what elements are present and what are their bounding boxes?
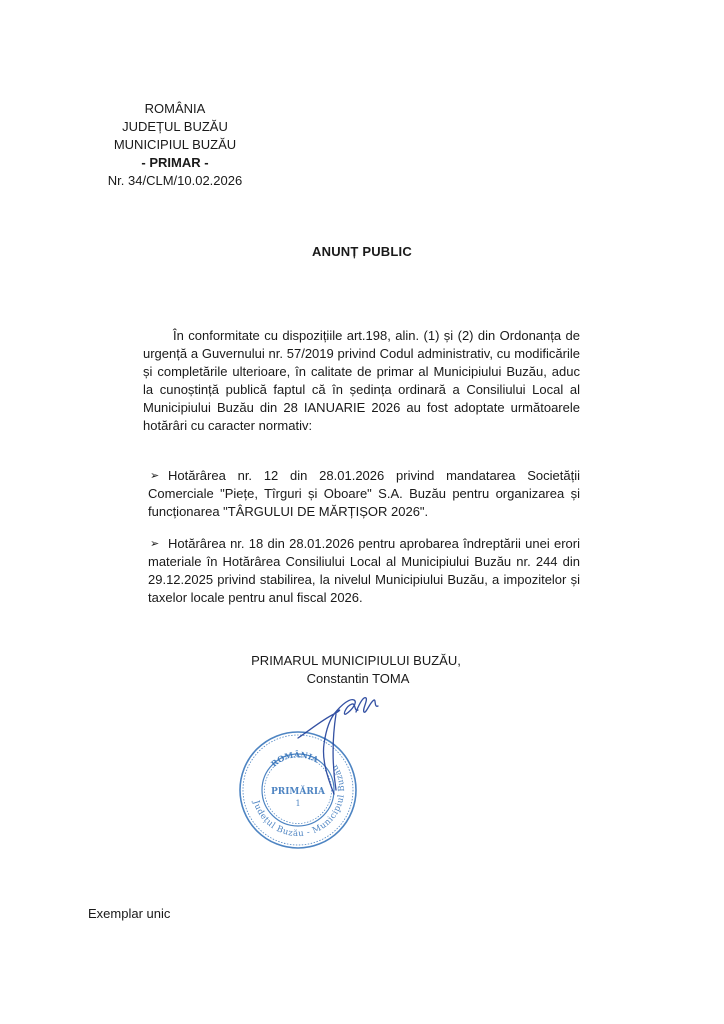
decisions-list (148, 467, 580, 621)
decision-text: Hotărârea nr. 12 din 28.01.2026 privind mandatarea Societății Comerciale "Piețe, Tîrguri și Oboare" S.A. Buzău pentru organizarea și funcționarea "TÂRGULUI DE MĂRȚIȘOR 2026". (148, 468, 580, 519)
signature-block (216, 652, 496, 688)
decision-text: Hotărârea nr. 18 din 28.01.2026 pentru aprobarea îndreptării unei erori materiale în Hotărârea Consiliului Local al Municipiului Buzău nr. 244 din 29.12.2025 privind stabilirea, la nivelul Municipiului Buzău, a impozitelor și taxelor locale pentru anul fiscal 2026. (148, 536, 580, 605)
county-line: JUDEȚUL BUZĂU (122, 119, 228, 134)
country-line: ROMÂNIA (144, 101, 206, 116)
signatory-role: PRIMARUL MUNICIPIULUI BUZĂU, (251, 653, 461, 668)
decision-item (148, 467, 580, 521)
copy-note: Exemplar unic (88, 906, 171, 921)
document-title: ANUNȚ PUBLIC (312, 244, 412, 259)
intro-paragraph: În conformitate cu dispozițiile art.198, alin. (1) și (2) din Ordonanța de urgență a Guvernului nr. 57/2019 privind Codul administrativ, cu modificările și completările ulterioare, în calitate de primar al Municipiului Buzău, aduc la cunoștință publică faptul că în ședința ordinară a Consiliului Local al Municipiului Buzău din 28 IANUARIE 2026 au fost adoptate următoarele hotărâri cu caracter normativ: (143, 328, 580, 433)
stamp-ring-text: Județul Buzău - Municipiul Buzău (250, 762, 348, 840)
decision-item (148, 535, 580, 607)
stamp-number: 1 (295, 799, 301, 808)
registration-number: Nr. 34/CLM/10.02.2026 (107, 173, 243, 188)
arrow-bullet-icon: ➢ (150, 538, 160, 550)
arrow-bullet-icon: ➢ (150, 470, 160, 482)
signatory-name: Constantin TOMA (306, 671, 410, 686)
handwritten-signature (296, 690, 386, 800)
stamp-top-text: ROMÂNIA (268, 749, 321, 769)
stamp-center-text: PRIMĂRIA (270, 787, 326, 797)
office-line: - PRIMAR - (141, 155, 209, 170)
document-header (80, 100, 270, 190)
municipality-line: MUNICIPIUL BUZĂU (113, 137, 237, 152)
